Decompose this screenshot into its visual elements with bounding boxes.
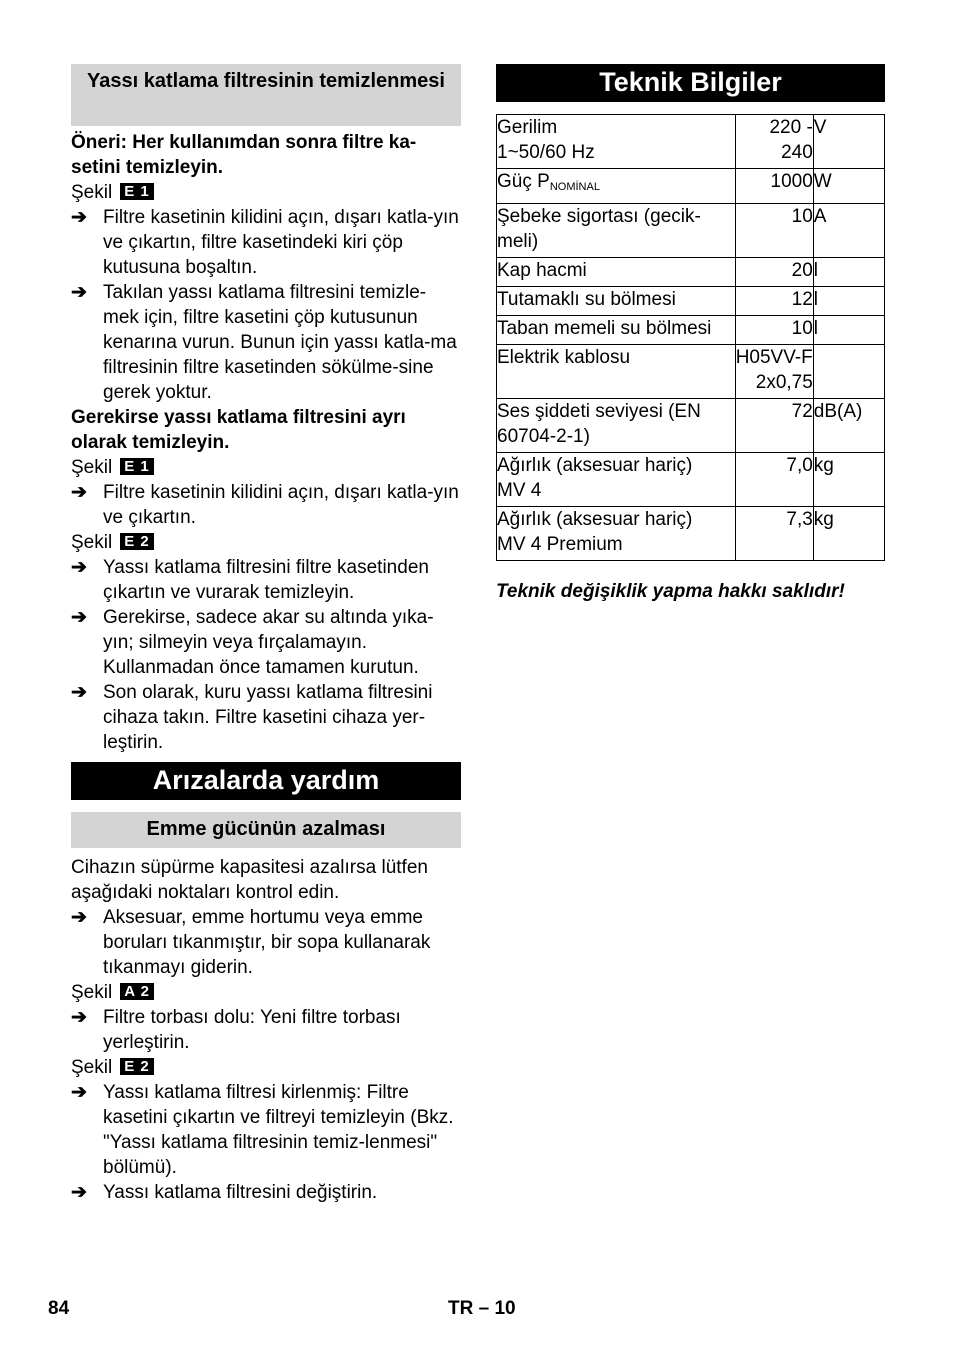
arrow-right-icon: ➔ <box>71 1182 87 1203</box>
spec-label-text: Gerilim 1~50/60 Hz <box>497 117 595 163</box>
section-heading-troubleshooting: Arızalarda yardım <box>71 762 461 800</box>
step-text: Filtre torbası dolu: Yeni filtre torbası yerleştirin. <box>103 1007 401 1053</box>
arrow-right-icon: ➔ <box>71 607 87 628</box>
spec-unit <box>813 345 884 399</box>
figure-reference: Şekil E 1 <box>71 455 461 480</box>
spec-label <box>497 399 736 453</box>
arrow-right-icon: ➔ <box>71 907 87 928</box>
left-column <box>71 64 461 1205</box>
figure-reference: Şekil E 2 <box>71 1055 461 1080</box>
spec-value: 10 <box>735 316 813 345</box>
spec-row <box>497 204 885 258</box>
step-list <box>71 1005 461 1055</box>
spec-row <box>497 316 885 345</box>
arrow-right-icon: ➔ <box>71 482 87 503</box>
recommendation-text-2: Gerekirse yassı katlama filtresini ayrı olarak temizleyin. <box>71 407 406 453</box>
step-text: Yassı katlama filtresini filtre kasetinden çıkartın ve vurarak temizleyin. <box>103 557 429 603</box>
step-text: Son olarak, kuru yassı katlama filtresini cihaza takın. Filtre kasetini cihaza yer-leştirin. <box>103 682 433 753</box>
spec-unit: W <box>813 169 884 204</box>
spec-label <box>497 453 736 507</box>
figure-tag-e2: E 2 <box>120 1058 154 1075</box>
spec-value: H05VV-F 2x0,75 <box>735 345 813 399</box>
step-item <box>71 480 461 530</box>
figure-tag-e1: E 1 <box>120 458 154 475</box>
recommendation-text: Öneri: Her kullanımdan sonra filtre ka-setini temizleyin. <box>71 132 417 178</box>
figure-tag-a2: A 2 <box>120 983 154 1000</box>
spec-row <box>497 287 885 316</box>
spec-value: 20 <box>735 258 813 287</box>
figure-reference: Şekil A 2 <box>71 980 461 1005</box>
right-column <box>496 64 885 603</box>
step-list <box>71 480 461 530</box>
spec-unit: l <box>813 258 884 287</box>
spec-label <box>497 258 736 287</box>
spec-table <box>496 114 885 561</box>
spec-unit: kg <box>813 507 884 561</box>
step-item <box>71 605 461 680</box>
figure-reference: Şekil E 1 <box>71 180 461 205</box>
spec-value: 72 <box>735 399 813 453</box>
spec-unit: kg <box>813 453 884 507</box>
spec-value: 10 <box>735 204 813 258</box>
step-item <box>71 280 461 405</box>
step-text: Gerekirse, sadece akar su altında yıka-yın; silmeyin veya fırçalamayın. Kullanmadan önce tamamen kurutun. <box>103 607 434 678</box>
spec-label <box>497 345 736 399</box>
spec-unit: dB(A) <box>813 399 884 453</box>
arrow-right-icon: ➔ <box>71 1007 87 1028</box>
section-heading-technical-data: Teknik Bilgiler <box>496 64 885 102</box>
step-item <box>71 205 461 280</box>
step-list <box>71 205 461 405</box>
spec-label-subscript: NOMİNAL <box>549 181 600 193</box>
spec-value: 12 <box>735 287 813 316</box>
step-list <box>71 905 461 980</box>
spec-label-text: Tutamaklı su bölmesi <box>497 289 676 310</box>
spec-label <box>497 204 736 258</box>
step-item <box>71 680 461 755</box>
spec-row <box>497 399 885 453</box>
spec-label-text: Güç P <box>497 171 550 192</box>
step-list <box>71 555 461 755</box>
language-page-label: TR – 10 <box>448 1298 516 1319</box>
spec-value: 7,0 <box>735 453 813 507</box>
spec-unit: A <box>813 204 884 258</box>
figure-tag-e2: E 2 <box>120 533 154 550</box>
step-text: Filtre kasetinin kilidini açın, dışarı katla-yın ve çıkartın, filtre kasetindeki kiri çöp kutusuna boşaltın. <box>103 207 459 278</box>
spec-label-text: Elektrik kablosu <box>497 347 631 368</box>
figure-tag-e1: E 1 <box>120 183 154 200</box>
arrow-right-icon: ➔ <box>71 1082 87 1103</box>
spec-unit: l <box>813 316 884 345</box>
arrow-right-icon: ➔ <box>71 282 87 303</box>
step-text: Yassı katlama filtresini değiştirin. <box>103 1182 378 1203</box>
step-text: Filtre kasetinin kilidini açın, dışarı katla-yın ve çıkartın. <box>103 482 459 528</box>
disclaimer-note: Teknik değişiklik yapma hakkı saklıdır! <box>496 581 845 602</box>
spec-label <box>497 287 736 316</box>
spec-value: 1000 <box>735 169 813 204</box>
spec-row <box>497 453 885 507</box>
spec-label-text: Ağırlık (aksesuar hariç) MV 4 Premium <box>497 509 693 555</box>
arrow-right-icon: ➔ <box>71 557 87 578</box>
step-text: Yassı katlama filtresi kirlenmiş: Filtre kasetini çıkartın ve filtreyi temizleyin (Bkz. "Yassı katlama filtresinin temiz-lenmesi" bölümü). <box>103 1082 454 1178</box>
spec-unit: l <box>813 287 884 316</box>
spec-label <box>497 115 736 169</box>
spec-row <box>497 345 885 399</box>
spec-value: 220 - 240 <box>735 115 813 169</box>
figure-reference: Şekil E 2 <box>71 530 461 555</box>
spec-row <box>497 169 885 204</box>
step-item <box>71 1005 461 1055</box>
page-number: 84 <box>48 1298 70 1319</box>
spec-value: 7,3 <box>735 507 813 561</box>
spec-label-text: Kap hacmi <box>497 260 587 281</box>
step-item <box>71 555 461 605</box>
arrow-right-icon: ➔ <box>71 682 87 703</box>
spec-row <box>497 115 885 169</box>
spec-row <box>497 258 885 287</box>
step-item <box>71 1180 461 1205</box>
spec-label <box>497 316 736 345</box>
section-heading-suction-loss: Emme gücünün azalması <box>71 812 461 848</box>
step-text: Aksesuar, emme hortumu veya emme boruları tıkanmıştır, bir sopa kullanarak tıkanmayı giderin. <box>103 907 431 978</box>
spec-label-text: Şebeke sigortası (gecik-meli) <box>497 206 701 252</box>
spec-label-text: Taban memeli su bölmesi <box>497 318 712 339</box>
spec-label-text: Ağırlık (aksesuar hariç) MV 4 <box>497 455 693 501</box>
spec-unit: V <box>813 115 884 169</box>
step-list <box>71 1080 461 1205</box>
spec-label-text: Ses şiddeti seviyesi (EN 60704-2-1) <box>497 401 701 447</box>
step-item <box>71 1080 461 1180</box>
step-text: Takılan yassı katlama filtresini temizle-mek için, filtre kasetini çöp kutusunun kenarına vurun. Bunun için yassı katla-ma filtresinin filtre kasetinden sökülme-sine gerek yoktur. <box>103 282 457 403</box>
spec-label <box>497 169 736 204</box>
spec-row <box>497 507 885 561</box>
section-heading-filter-cleaning: Yassı katlama filtresinin temizlenmesi <box>71 64 461 126</box>
step-item <box>71 905 461 980</box>
arrow-right-icon: ➔ <box>71 207 87 228</box>
spec-label <box>497 507 736 561</box>
intro-text: Cihazın süpürme kapasitesi azalırsa lütfen aşağıdaki noktaları kontrol edin. <box>71 857 428 903</box>
